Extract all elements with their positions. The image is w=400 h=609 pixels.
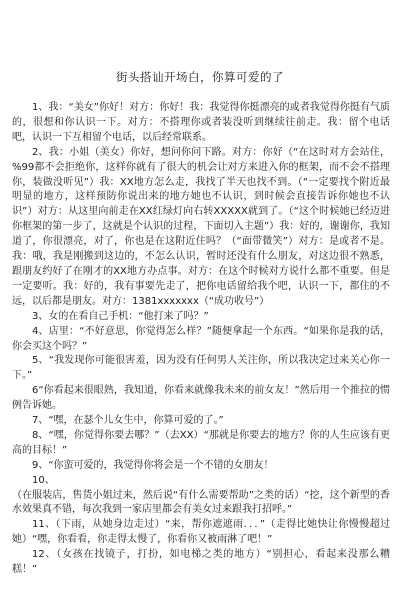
paragraph: 3、女的在看自己手机：“他打来了吗？” bbox=[32, 310, 209, 322]
paragraph: 4、店里：“不好意思，你觉得怎么样？”随便拿起一个东西。“如果你是我的话，你会买这个吗？” bbox=[12, 325, 390, 352]
paragraph: 6“你看起来很眼熟，我知道，你看来就像我未来的前女友！”然后用一个推拉的惯例告诉她。 bbox=[12, 385, 390, 412]
paragraph: 9、“你蛮可爱的，我觉得你将会是一个不错的女朋友！ bbox=[32, 459, 274, 471]
paragraph: 11、（下雨，从她身边走过）“来，帮你遮遮雨．．．”（走得比她快让你慢慢超过她）“嘿，你看看，你走得太慢了，你看你又被雨淋了吧！” bbox=[12, 519, 390, 546]
paragraph: 7、“嘿，在瑟个儿女生中，你算可爱的了。” bbox=[32, 415, 224, 427]
paragraph: 1、我：“美女”你好！对方：你好！我：我觉得你挺漂亮的或者我觉得你挺有气质的，很想和你认识一下。对方：不搭理你或者装没听到继续往前走。我：留个电话吧，认识一下互相留个电话，以后经常联系。 bbox=[12, 102, 390, 143]
paragraph: 5、“我发现你可能很害羞，因为没有任何男人关注你，所以我决定过来关心你一下。” bbox=[12, 355, 390, 382]
document-title: 街头搭讪开场白，你算可爱的了 bbox=[116, 70, 284, 84]
document-body bbox=[12, 101, 390, 578]
paragraph: 10、 bbox=[32, 474, 55, 486]
paragraph: 12、（女孩在找镜子，打扮，如电梯之类的地方）“别担心，看起来没那么糟糕！” bbox=[12, 549, 390, 576]
paragraph: （在服装店，售货小姐过来，然后说“有什么需要帮助”之类的话）“挖，这个新型的香水效果真不错，每次我到一家店里都会有美女过来跟我打招呼。” bbox=[12, 489, 390, 516]
paragraph: 8、“嘿，你觉得你要去哪？”（去XX）“那就是你要去的地方？你的人生应该有更高的目标！” bbox=[12, 429, 390, 456]
paragraph: 2、我：小姐（美女）你好，想问你问下路。对方：你好（“在这时对方会站住，%99都不会拒绝你，这样你就有了很大的机会让对方来进入你的框架，而不会不搭理你，装做没听见”）我：XX地方怎么走，我找了半天也找不到。（“一定要找个附近最明显的地方，这样预防你说出来的地方她也不认识，到时候会直接告诉你她也不认识”）对方：从这里向前走在XX红绿灯向右转XXXXX就到了。（“这个时候她已经迈进你框架的第一步了，这就是个认识的过程，下面切入主题”）我：好的，谢谢你，我知道了，你很漂亮，对了，你也是在这附近住吗？（“面带微笑”）对方：是或者不是。我：哦，我是刚搬到这边的，不怎么认识，暂时还没有什么朋友，对这边很不熟悉，跟朋友约好了在刚才的XX地方办点事。对方：在这个时候对方说什么都不重要。但是一定要听。我：好的，我有事要先走了，把你电话留给我个吧，认识一下，都住的不远，以后都是朋友。对方：1381xxxxxxx（“成功收号”） bbox=[12, 146, 390, 307]
